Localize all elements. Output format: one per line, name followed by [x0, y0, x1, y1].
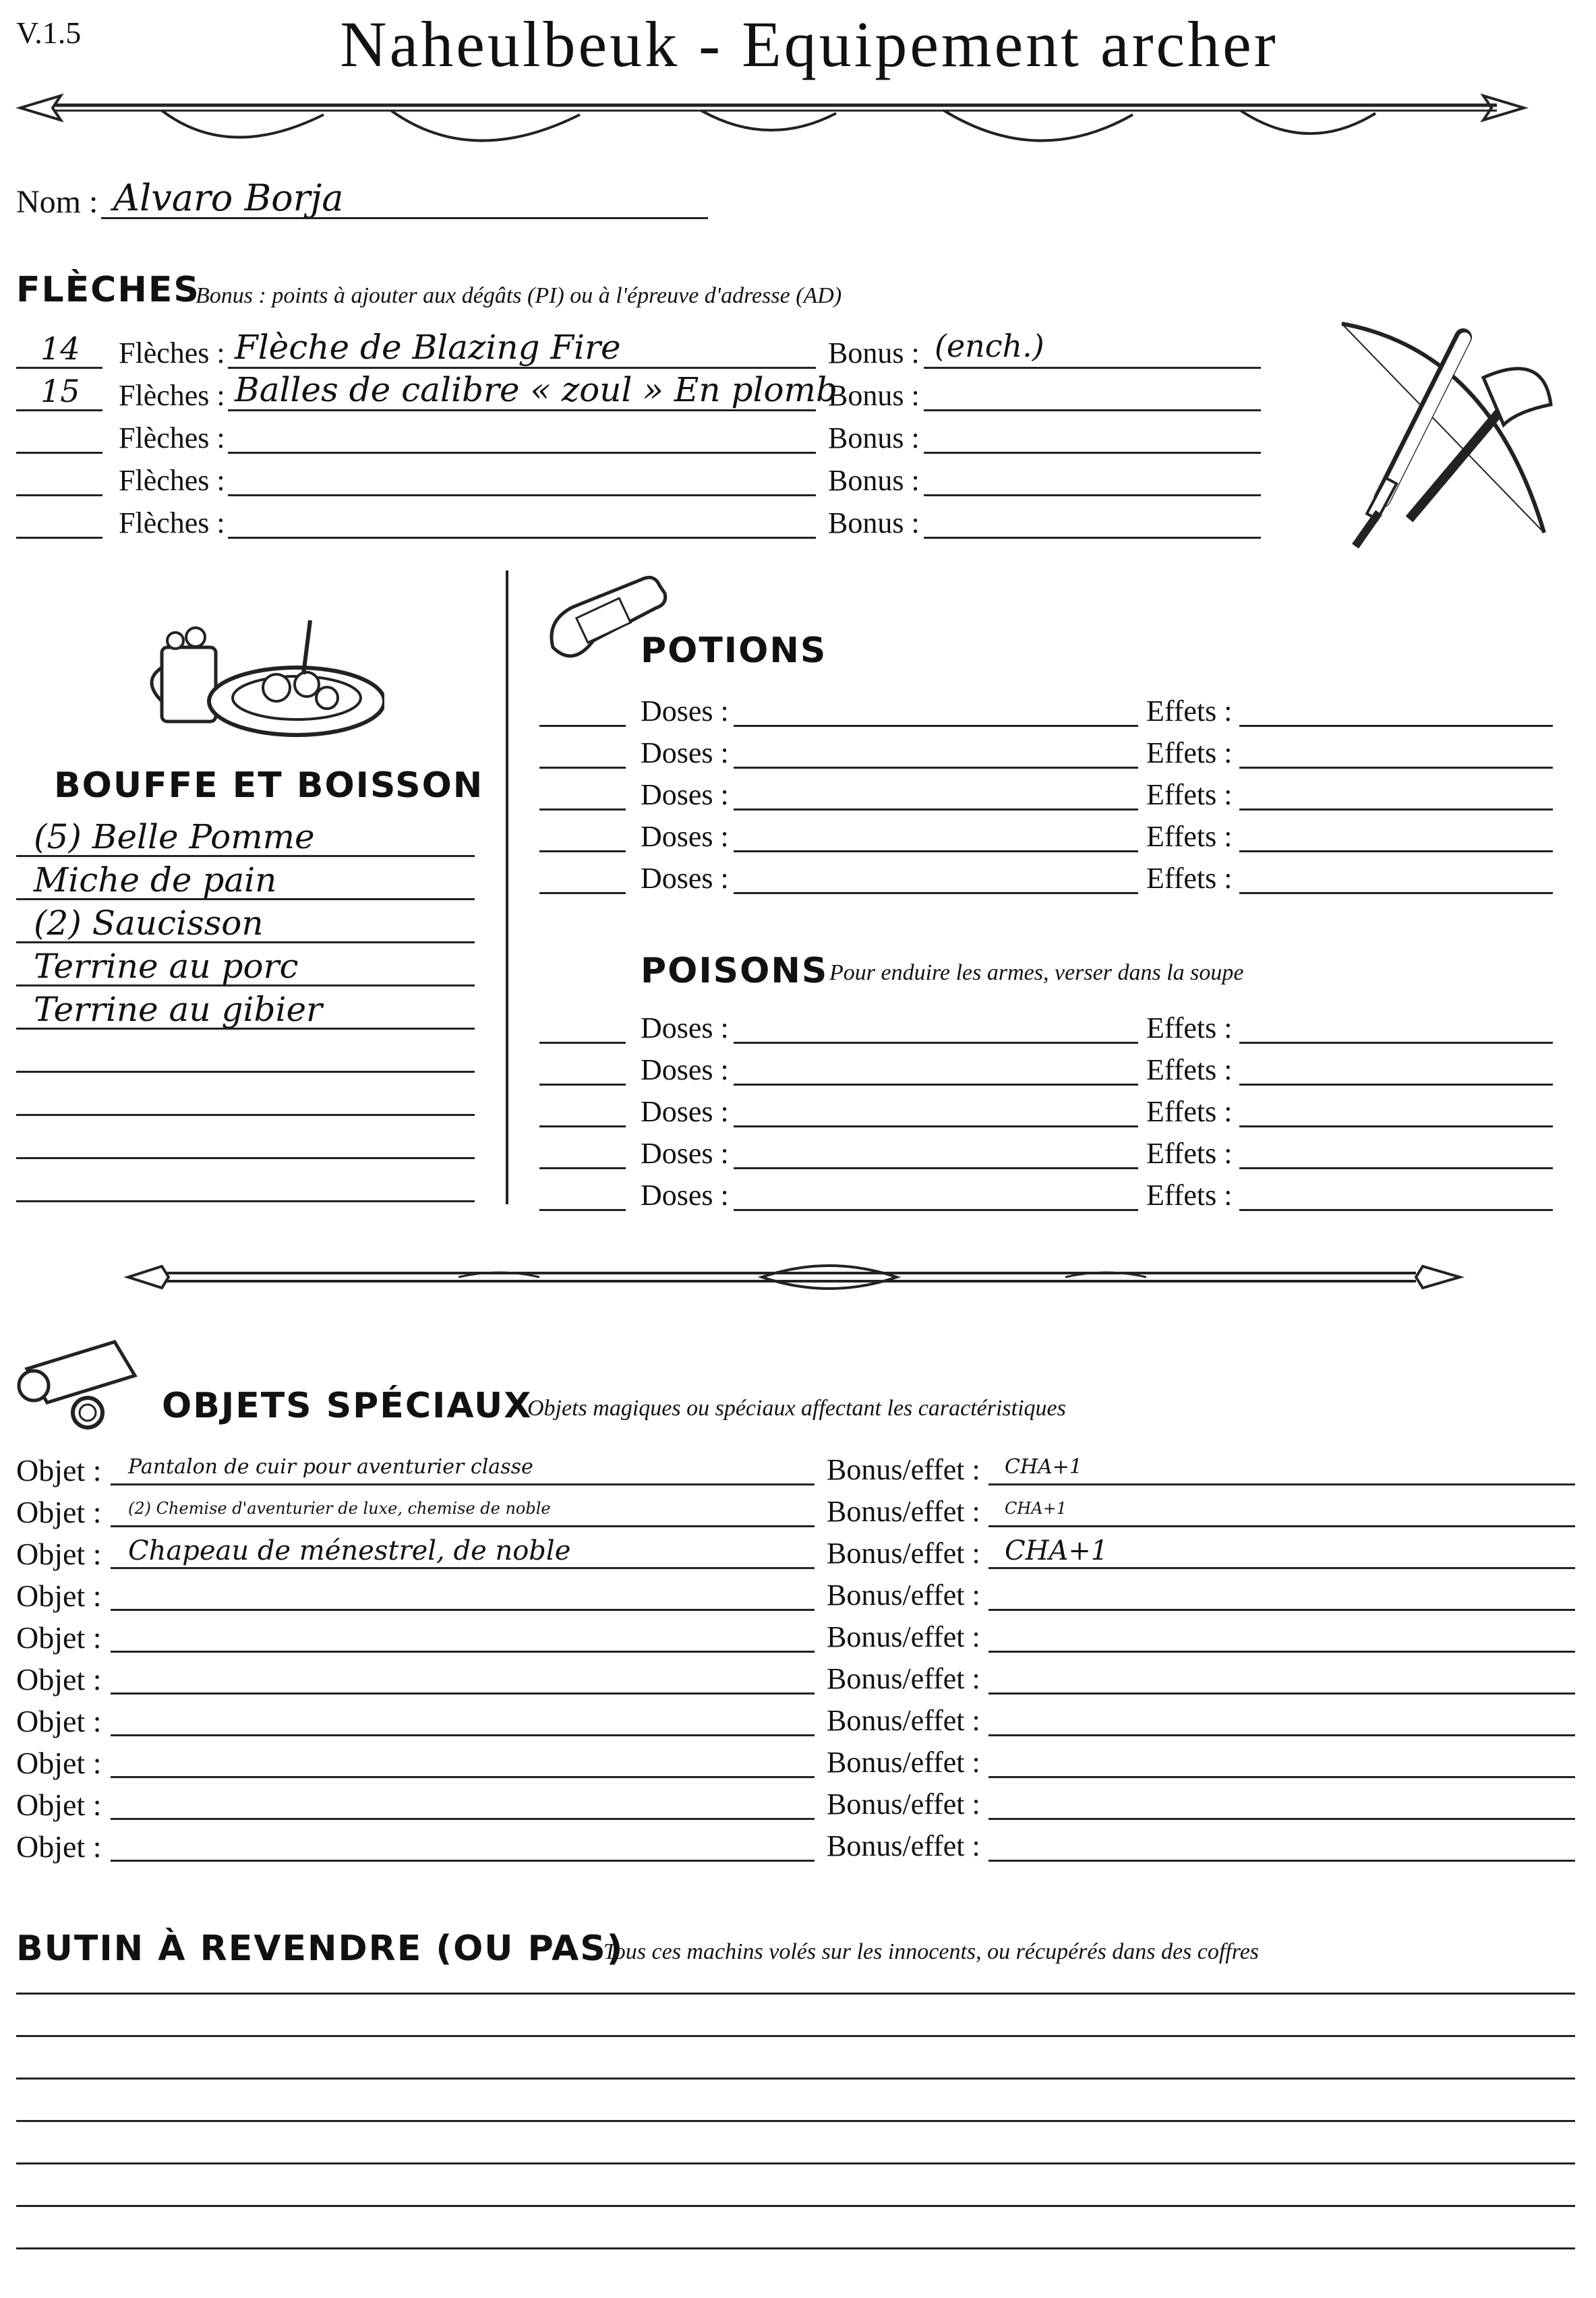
objet-bonus-label: Bonus/effet : — [827, 1537, 980, 1570]
fleches-row-label: Flèches : — [119, 421, 225, 454]
fleches-name-underline — [228, 452, 816, 454]
objet-name-underline — [111, 1525, 815, 1527]
butin-line-underline — [16, 2162, 1575, 2164]
poisons-effets-underline — [1239, 1167, 1553, 1169]
potions-doses-label: Doses : — [641, 695, 729, 728]
objet-name-underline — [111, 1609, 815, 1611]
objets-subtitle: Objets magiques ou spéciaux affectant les caractéristiques — [527, 1396, 1066, 1421]
potions-doses-underline — [734, 767, 1138, 769]
fleches-row-label: Flèches : — [119, 506, 225, 539]
poisons-doses-underline — [734, 1167, 1138, 1169]
bouffe-item-field[interactable]: (5) Belle Pomme — [34, 817, 315, 856]
bouffe-item-field[interactable]: Terrine au gibier — [34, 990, 322, 1029]
objet-bonus-underline — [988, 1734, 1575, 1736]
bouffe-item-underline — [16, 984, 475, 986]
poisons-qty-underline — [539, 1042, 626, 1044]
fleches-bonus-label: Bonus : — [828, 421, 920, 454]
potions-doses-label: Doses : — [641, 778, 729, 811]
poisons-qty-underline — [539, 1167, 626, 1169]
poisons-qty-underline — [539, 1084, 626, 1086]
crossed-sword-axe-bow-icon — [1315, 310, 1571, 560]
fleches-count-field[interactable]: 14 — [40, 330, 80, 367]
objet-bonus-underline — [988, 1860, 1575, 1862]
bouffe-heading: BOUFFE ET BOISSON — [54, 765, 484, 806]
objet-name-underline — [111, 1734, 815, 1736]
objet-label: Objet : — [16, 1788, 102, 1822]
objet-label: Objet : — [16, 1746, 102, 1780]
page-title: Naheulbeuk - Equipement archer — [340, 8, 1278, 80]
poisons-doses-underline — [734, 1042, 1138, 1044]
butin-line-underline — [16, 2078, 1575, 2080]
potions-effets-underline — [1239, 892, 1553, 894]
objet-label: Objet : — [16, 1537, 102, 1571]
poisons-effets-underline — [1239, 1209, 1553, 1211]
bouffe-item-underline — [16, 1157, 475, 1159]
poisons-doses-underline — [734, 1209, 1138, 1211]
potions-effets-label: Effets : — [1146, 695, 1233, 728]
poisons-qty-underline — [539, 1209, 626, 1211]
poisons-effets-label: Effets : — [1146, 1137, 1233, 1170]
objet-bonus-underline — [988, 1525, 1575, 1527]
poisons-effets-underline — [1239, 1042, 1553, 1044]
potions-qty-underline — [539, 767, 626, 769]
objet-bonus-underline — [988, 1776, 1575, 1778]
section-divider — [506, 570, 508, 1204]
objet-bonus-underline — [988, 1818, 1575, 1820]
tankard-and-food-plate-icon — [142, 607, 384, 742]
objet-name-field[interactable]: Pantalon de cuir pour aventurier classe — [128, 1455, 533, 1479]
objet-name-underline — [111, 1860, 815, 1862]
potions-effets-underline — [1239, 725, 1553, 727]
fleches-count-underline — [16, 409, 102, 411]
poisons-doses-underline — [734, 1125, 1138, 1127]
fleches-row-label: Flèches : — [119, 336, 225, 370]
potions-effets-label: Effets : — [1146, 736, 1233, 769]
objet-name-underline — [111, 1483, 815, 1485]
bouffe-item-underline — [16, 898, 475, 900]
fleches-bonus-label: Bonus : — [828, 336, 920, 370]
fleches-name-field[interactable]: Balles de calibre « zoul » En plomb — [235, 370, 837, 409]
objet-bonus-label: Bonus/effet : — [827, 1829, 980, 1862]
objet-label: Objet : — [16, 1829, 102, 1864]
poisons-qty-underline — [539, 1125, 626, 1127]
potions-effets-underline — [1239, 850, 1553, 852]
objet-bonus-underline — [988, 1609, 1575, 1611]
fleches-bonus-underline — [924, 537, 1261, 539]
potions-doses-underline — [734, 725, 1138, 727]
objet-bonus-label: Bonus/effet : — [827, 1579, 980, 1612]
objet-name-underline — [111, 1567, 815, 1569]
fleches-bonus-underline — [924, 367, 1261, 369]
fleches-name-underline — [228, 409, 816, 411]
objet-name-field[interactable]: (2) Chemise d'aventurier de luxe, chemise de noble — [128, 1499, 551, 1518]
potions-effets-label: Effets : — [1146, 862, 1233, 895]
butin-line-underline — [16, 2205, 1575, 2207]
fleches-heading: FLÈCHES — [16, 270, 200, 310]
fleches-bonus-field[interactable]: (ench.) — [935, 328, 1044, 364]
fleches-count-field[interactable]: 15 — [40, 373, 80, 409]
objet-bonus-underline — [988, 1692, 1575, 1695]
fleches-count-underline — [16, 537, 102, 539]
fleches-bonus-underline — [924, 452, 1261, 454]
objet-bonus-label: Bonus/effet : — [827, 1620, 980, 1653]
potions-effets-label: Effets : — [1146, 778, 1233, 811]
poisons-doses-label: Doses : — [641, 1095, 729, 1128]
poisons-subtitle: Pour enduire les armes, verser dans la soupe — [829, 960, 1244, 985]
objet-bonus-underline — [988, 1567, 1575, 1569]
fleches-count-underline — [16, 367, 102, 369]
objet-bonus-label: Bonus/effet : — [827, 1746, 980, 1779]
objet-label: Objet : — [16, 1704, 102, 1738]
objet-label: Objet : — [16, 1620, 102, 1655]
bouffe-item-underline — [16, 1114, 475, 1116]
poisons-doses-label: Doses : — [641, 1179, 729, 1212]
poisons-doses-underline — [734, 1084, 1138, 1086]
poisons-effets-underline — [1239, 1084, 1553, 1086]
poisons-effets-label: Effets : — [1146, 1011, 1233, 1044]
bouffe-item-underline — [16, 1028, 475, 1030]
potions-doses-label: Doses : — [641, 736, 729, 769]
potions-doses-underline — [734, 892, 1138, 894]
bouffe-item-underline — [16, 941, 475, 943]
decorative-spear-divider — [13, 81, 1531, 148]
fleches-row-label: Flèches : — [119, 379, 225, 412]
fleches-bonus-underline — [924, 494, 1261, 496]
potions-effets-underline — [1239, 808, 1553, 811]
objet-bonus-label: Bonus/effet : — [827, 1453, 980, 1486]
objet-name-underline — [111, 1776, 815, 1778]
bouffe-item-underline — [16, 1071, 475, 1073]
bouffe-item-underline — [16, 855, 475, 857]
fleches-bonus-label: Bonus : — [828, 464, 920, 497]
objet-label: Objet : — [16, 1579, 102, 1613]
objet-name-underline — [111, 1818, 815, 1820]
potions-qty-underline — [539, 850, 626, 852]
potions-qty-underline — [539, 725, 626, 727]
fleches-subtitle: Bonus : points à ajouter aux dégâts (PI) ou à l'épreuve d'adresse (AD) — [196, 283, 842, 308]
objet-bonus-label: Bonus/effet : — [827, 1495, 980, 1528]
objet-name-underline — [111, 1692, 815, 1695]
butin-line-underline — [16, 2120, 1575, 2122]
poisons-effets-label: Effets : — [1146, 1053, 1233, 1086]
poisons-doses-label: Doses : — [641, 1053, 729, 1086]
poisons-effets-underline — [1239, 1125, 1553, 1127]
objet-bonus-label: Bonus/effet : — [827, 1662, 980, 1695]
potions-doses-label: Doses : — [641, 862, 729, 895]
fleches-count-underline — [16, 452, 102, 454]
objet-bonus-field[interactable]: CHA+1 — [1005, 1499, 1067, 1518]
objet-bonus-field[interactable]: CHA+1 — [1005, 1455, 1083, 1479]
butin-subtitle: Tous ces machins volés sur les innocents, ou récupérés dans des coffres — [603, 1939, 1260, 1964]
fleches-name-underline — [228, 537, 816, 539]
nom-label: Nom : — [16, 184, 98, 220]
objet-label: Objet : — [16, 1495, 102, 1529]
potions-effets-underline — [1239, 767, 1553, 769]
fleches-name-field[interactable]: Flèche de Blazing Fire — [235, 328, 621, 367]
objet-bonus-label: Bonus/effet : — [827, 1788, 980, 1821]
fleches-name-underline — [228, 494, 816, 496]
objets-heading: OBJETS SPÉCIAUX — [162, 1386, 533, 1426]
butin-line-underline — [16, 2247, 1575, 2249]
objet-bonus-underline — [988, 1651, 1575, 1653]
bouffe-item-field[interactable]: Miche de pain — [34, 860, 277, 900]
nom-underline — [101, 217, 708, 219]
bouffe-item-field[interactable]: (2) Saucisson — [34, 904, 264, 943]
objet-label: Objet : — [16, 1662, 102, 1697]
objet-bonus-label: Bonus/effet : — [827, 1704, 980, 1737]
version-label: V.1.5 — [16, 16, 82, 50]
poisons-effets-label: Effets : — [1146, 1179, 1233, 1212]
potions-effets-label: Effets : — [1146, 820, 1233, 853]
fleches-row-label: Flèches : — [119, 464, 225, 497]
potions-doses-underline — [734, 808, 1138, 811]
objet-label: Objet : — [16, 1453, 102, 1487]
bouffe-item-underline — [16, 1200, 475, 1202]
poisons-effets-label: Effets : — [1146, 1095, 1233, 1128]
butin-line-underline — [16, 1993, 1575, 1995]
potions-heading: POTIONS — [641, 630, 827, 671]
scroll-and-ring-icon — [13, 1328, 162, 1436]
fleches-bonus-label: Bonus : — [828, 379, 920, 412]
poisons-doses-label: Doses : — [641, 1011, 729, 1044]
butin-heading: BUTIN À REVENDRE (OU PAS) — [16, 1928, 624, 1969]
potions-qty-underline — [539, 892, 626, 894]
potions-doses-underline — [734, 850, 1138, 852]
poisons-doses-label: Doses : — [641, 1137, 729, 1170]
objet-bonus-underline — [988, 1483, 1575, 1485]
decorative-staff-divider — [121, 1254, 1470, 1301]
fleches-bonus-label: Bonus : — [828, 506, 920, 539]
potions-doses-label: Doses : — [641, 820, 729, 853]
bouffe-item-field[interactable]: Terrine au porc — [34, 947, 299, 986]
nom-field[interactable]: Alvaro Borja — [113, 177, 344, 219]
fleches-count-underline — [16, 494, 102, 496]
potions-qty-underline — [539, 808, 626, 811]
fleches-name-underline — [228, 367, 816, 369]
poisons-heading: POISONS — [641, 951, 829, 991]
fleches-bonus-underline — [924, 409, 1261, 411]
butin-line-underline — [16, 2035, 1575, 2037]
objet-name-underline — [111, 1651, 815, 1653]
objet-bonus-field[interactable]: CHA+1 — [1005, 1535, 1109, 1566]
objet-name-field[interactable]: Chapeau de ménestrel, de noble — [128, 1535, 571, 1566]
